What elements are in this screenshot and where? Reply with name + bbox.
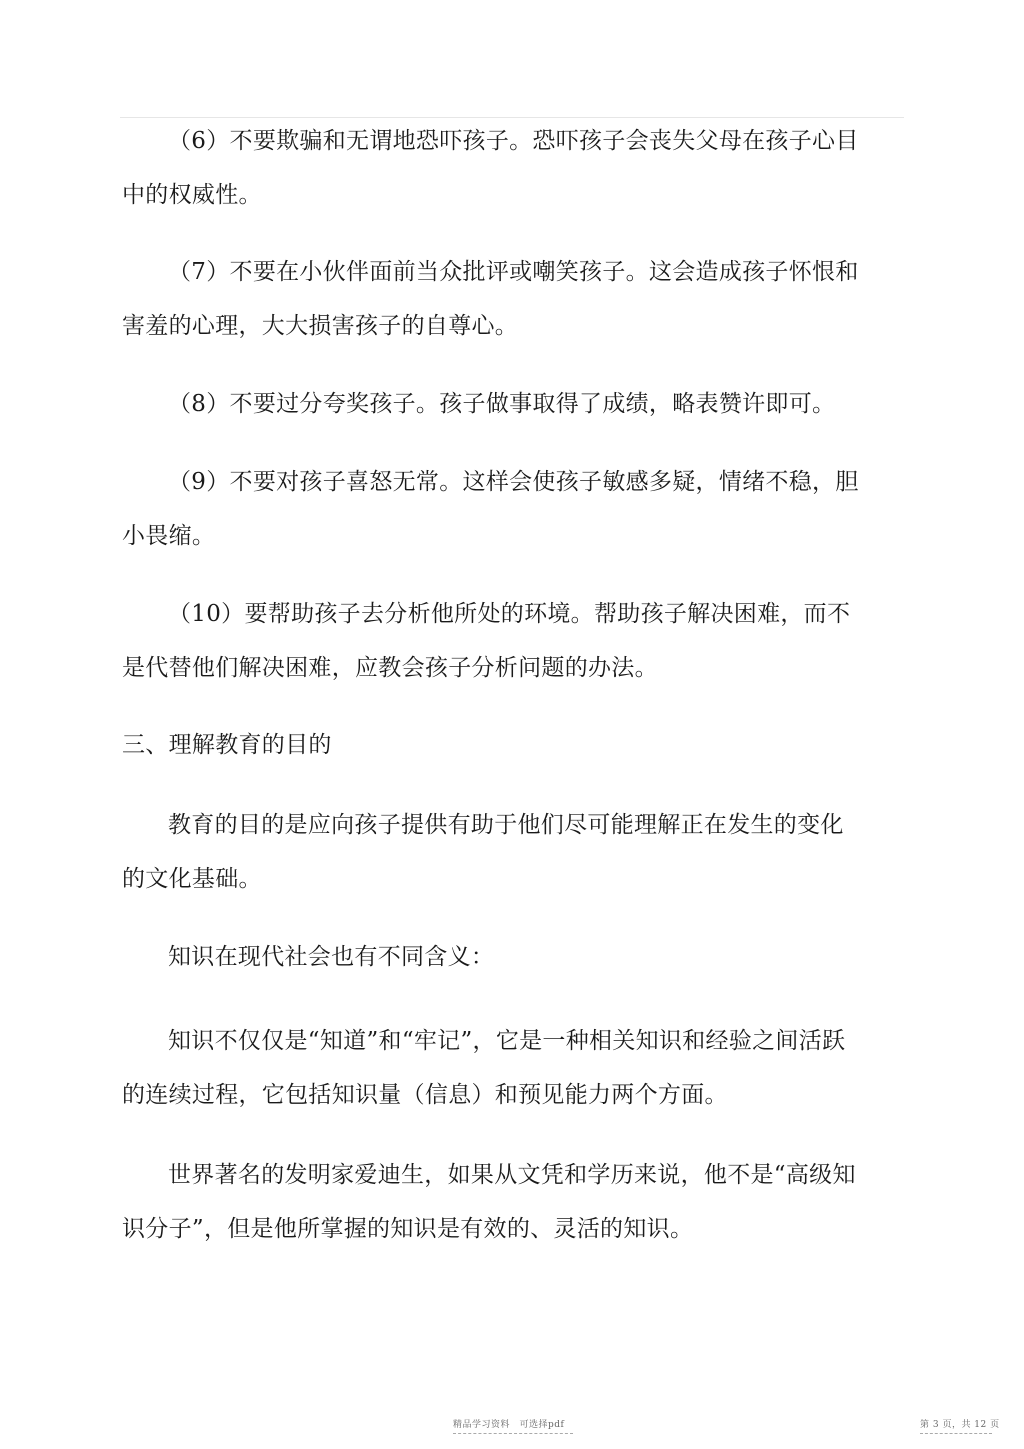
footer-dotted-rule [453,1433,573,1434]
footer-page-dotted-rule [920,1433,992,1434]
paragraph-item-8: （8）不要过分夸奖孩子。孩子做事取得了成绩，略表赞许即可。 [168,391,836,417]
section-heading: 三、理解教育的目的 [122,732,332,758]
paragraph-item-6: （6）不要欺骗和无谓地恐吓孩子。恐吓孩子会丧失父母在孩子心目中的权威性。 [122,128,859,208]
footer-source-text: 精品学习资料 可选择pdf [453,1420,565,1430]
paragraph-knowledge-intro: 知识在现代社会也有不同含义： [168,944,495,970]
paragraph-edison: 世界著名的发明家爱迪生，如果从文凭和学历来说，他不是“高级知识分子”，但是他所掌握的知识是有效的、灵活的知识。 [122,1162,856,1242]
paragraph-item-7: （7）不要在小伙伴面前当众批评或嘲笑孩子。这会造成孩子怀恨和害羞的心理，大大损害孩子的自尊心。 [122,259,859,339]
footer-source-note [453,1417,573,1434]
page-number: 第 3 页，共 12 页 [920,1420,1000,1430]
paragraph-education-goal: 教育的目的是应向孩子提供有助于他们尽可能理解正在发生的变化的文化基础。 [122,812,844,892]
footer-page-info [920,1417,1000,1434]
paragraph-knowledge-definition: 知识不仅仅是“知道”和“牢记”，它是一种相关知识和经验之间活跃的连续过程，它包括知识量（信息）和预见能力两个方面。 [122,1028,846,1108]
paragraph-item-10: （10）要帮助孩子去分析他所处的环境。帮助孩子解决困难，而不是代替他们解决困难，应教会孩子分析问题的办法。 [122,601,851,681]
paragraph-item-9: （9）不要对孩子喜怒无常。这样会使孩子敏感多疑，情绪不稳，胆小畏缩。 [122,469,859,549]
